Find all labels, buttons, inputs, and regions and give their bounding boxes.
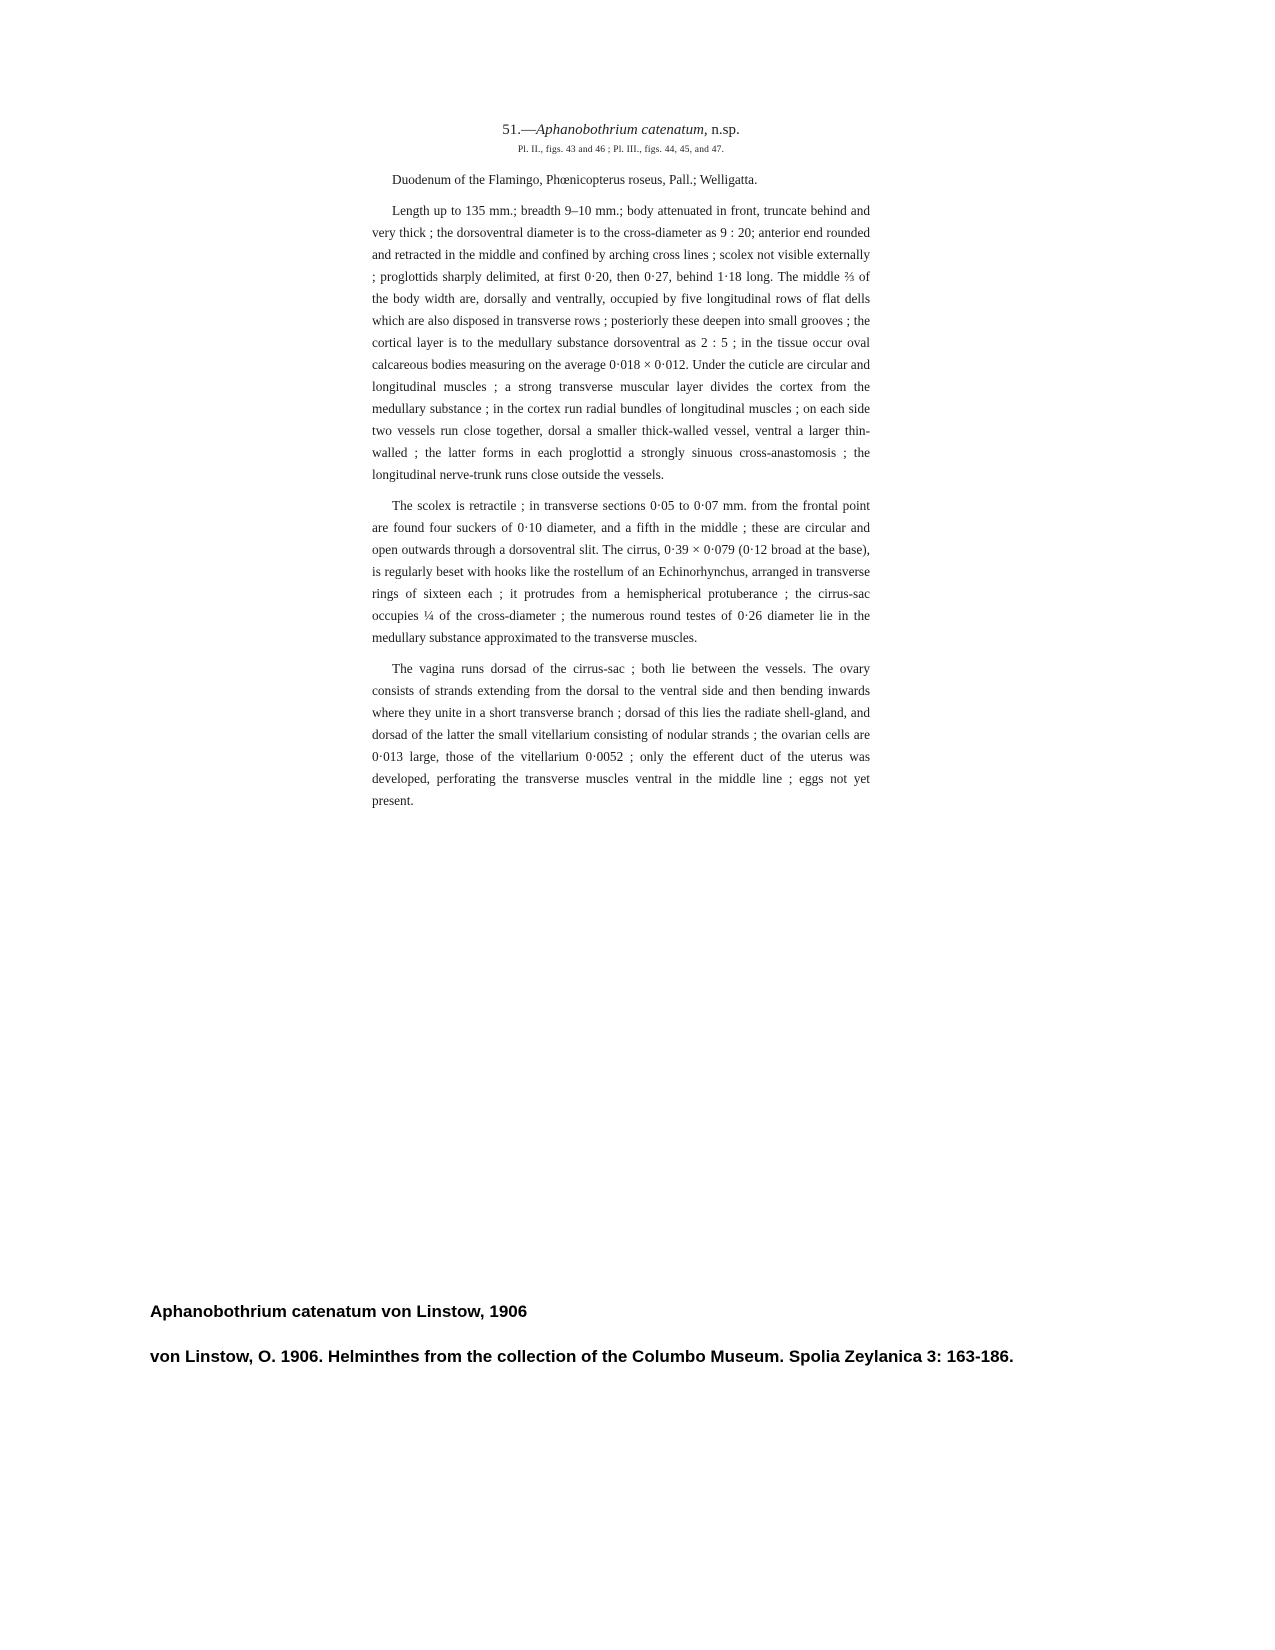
citation-caption: von Linstow, O. 1906. Helminthes from the collection of the Columbo Museum. Spolia Zeylanica 3: 163-186. [150,1347,1014,1366]
scanned-page-excerpt [372,122,870,821]
description-paragraph-3: The vagina runs dorsad of the cirrus-sac ; both lie between the vessels. The ovary consists of strands extending from the dorsal to the ventral side and then bending inwards where they unite in a short transverse branch ; dorsad of this lies the radiate shell-gland, and dorsad of the latter the small vitellarium consisting of nodular strands ; the ovarian cells are 0·013 large, those of the vitellarium 0·0052 ; only the efferent duct of the uterus was developed, perforating the transverse muscles ventral in the middle line ; eggs not yet present. [372,661,870,808]
heading-suffix: n.sp. [707,122,740,138]
description-paragraph-1: Length up to 135 mm.; breadth 9–10 mm.; body attenuated in front, truncate behind and very thick ; the dorsoventral diameter is to the cross-diameter as 9 : 20; anterior end rounded and retracted in the middle and confined by arching cross lines ; scolex not visible externally ; proglottids sharply delimited, at first 0·20, then 0·27, behind 1·18 long. The middle ⅔ of the body width are, dorsally and ventrally, occupied by five longitudinal rows of flat dells which are also disposed in transverse rows ; posteriorly these deepen into small grooves ; the cortical layer is to the medullary substance dorsoventral as 2 : 5 ; in the tissue occur oval calcareous bodies measuring on the average 0·018 × 0·012. Under the cuticle are circular and longitudinal muscles ; a strong transverse muscular layer divides the cortex from the medullary substance ; in the cortex run radial bundles of longitudinal muscles ; on each side two vessels run close together, dorsal a smaller thick-walled vessel, ventral a larger thin-walled ; the latter forms in each proglottid a strongly sinuous cross-anastomosis ; the longitudinal nerve-trunk runs close outside the vessels. [372,203,870,482]
host-locality: Duodenum of the Flamingo, Phœnicopterus roseus, Pall.; Welligatta. [392,172,758,187]
heading-species-name: Aphanobothrium catenatum, [536,122,708,138]
species-heading [372,122,870,139]
species-caption: Aphanobothrium catenatum von Linstow, 1906 [150,1302,528,1321]
plate-reference: Pl. II., figs. 43 and 46 ; Pl. III., figs. 44, 45, and 47. [517,145,725,155]
heading-number: 51.— [502,122,536,138]
description-paragraph-2: The scolex is retractile ; in transverse sections 0·05 to 0·07 mm. from the frontal point are found four suckers of 0·10 diameter, and a fifth in the middle ; these are circular and open outwards through a dorsoventral slit. The cirrus, 0·39 × 0·079 (0·12 broad at the base), is regularly beset with hooks like the rostellum of an Echinorhynchus, arranged in transverse rings of sixteen each ; it protrudes from a hemispherical protuberance ; the cirrus-sac occupies ¼ of the cross-diameter ; the numerous round testes of 0·26 diameter lie in the medullary substance approximated to the transverse muscles. [372,498,870,645]
